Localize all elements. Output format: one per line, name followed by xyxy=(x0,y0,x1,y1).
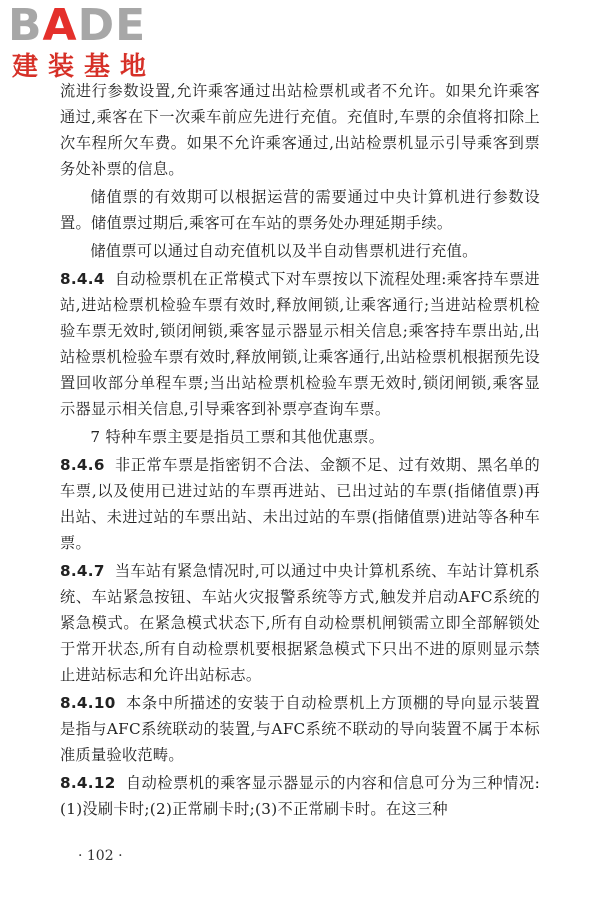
paragraph-text: 7 特种车票主要是指员工票和其他优惠票。 xyxy=(90,428,385,446)
clause-number: 8.4.12 xyxy=(60,774,116,792)
page-number: · 102 · xyxy=(78,848,123,864)
watermark-letters-1: B xyxy=(8,0,43,51)
paragraph-text: 储值票可以通过自动充值机以及半自动售票机进行充值。 xyxy=(90,242,478,260)
clause-8-4-6 xyxy=(60,452,540,556)
clause-text: 自动检票机在正常模式下对车票按以下流程处理:乘客持车票进站,进站检票机检验车票有效时,释放闸锁,让乘客通行;当进站检票机检验车票无效时,锁闭闸锁,乘客显示器显示相关信息;乘客持车票出站,出站检票机检验车票有效时,释放闸锁,让乘客通行,出站检票机根据预先设置回收部分单程车票;当出站检票机检验车票无效时,锁闭闸锁,乘客显示器显示相关信息,引导乘客到补票亭查询车票。 xyxy=(60,270,541,418)
watermark-accent-letter: A xyxy=(42,0,78,51)
clause-text: 当车站有紧急情况时,可以通过中央计算机系统、车站计算机系统、车站紧急按钮、车站火灾报警系统等方式,触发并启动AFC系统的紧急模式。在紧急模式状态下,所有自动检票机闸锁需立即全部解锁处于常开状态,所有自动检票机要根据紧急模式下只出不进的原则显示禁止进站标志和允许出站标志。 xyxy=(60,562,540,684)
clause-number: 8.4.4 xyxy=(60,270,105,288)
clause-text: 本条中所描述的安装于自动检票机上方顶棚的导向显示装置是指与AFC系统联动的装置,与AFC系统不联动的导向装置不属于本标准质量验收范畴。 xyxy=(60,694,540,764)
watermark-subtitle: 建装基地 xyxy=(12,52,157,82)
paragraph-text: 流进行参数设置,允许乘客通过出站检票机或者不允许。如果允许乘客通过,乘客在下一次乘车前应先进行充值。充值时,车票的余值将扣除上次车程所欠车费。如果不允许乘客通过,出站检票机显示引导乘客到票务处补票的信息。 xyxy=(60,82,540,178)
clause-text: 非正常车票是指密钥不合法、金额不足、过有效期、黑名单的车票,以及使用已进过站的车票再进站、已出过站的车票(指储值票)再出站、未进过站的车票出站、未出过站的车票(指储值票)进站等各种车票。 xyxy=(60,456,540,552)
paragraph xyxy=(60,78,540,182)
paragraph xyxy=(60,238,540,264)
clause-number: 8.4.7 xyxy=(60,562,105,580)
clause-number: 8.4.10 xyxy=(60,694,116,712)
clause-8-4-7 xyxy=(60,558,540,688)
watermark-letters-2: DE xyxy=(77,0,147,51)
clause-text: 自动检票机的乘客显示器显示的内容和信息可分为三种情况:(1)没刷卡时;(2)正常刷卡时;(3)不正常刷卡时。在这三种 xyxy=(60,774,540,818)
clause-8-4-10 xyxy=(60,690,540,768)
clause-8-4-12 xyxy=(60,770,540,822)
paragraph xyxy=(60,424,540,450)
clause-8-4-4 xyxy=(60,266,540,422)
paragraph xyxy=(60,184,540,236)
watermark-brand xyxy=(8,2,178,50)
clause-number: 8.4.6 xyxy=(60,456,105,474)
paragraph-text: 储值票的有效期可以根据运营的需要通过中央计算机进行参数设置。储值票过期后,乘客可在车站的票务处办理延期手续。 xyxy=(60,188,540,232)
body-text xyxy=(60,78,540,824)
